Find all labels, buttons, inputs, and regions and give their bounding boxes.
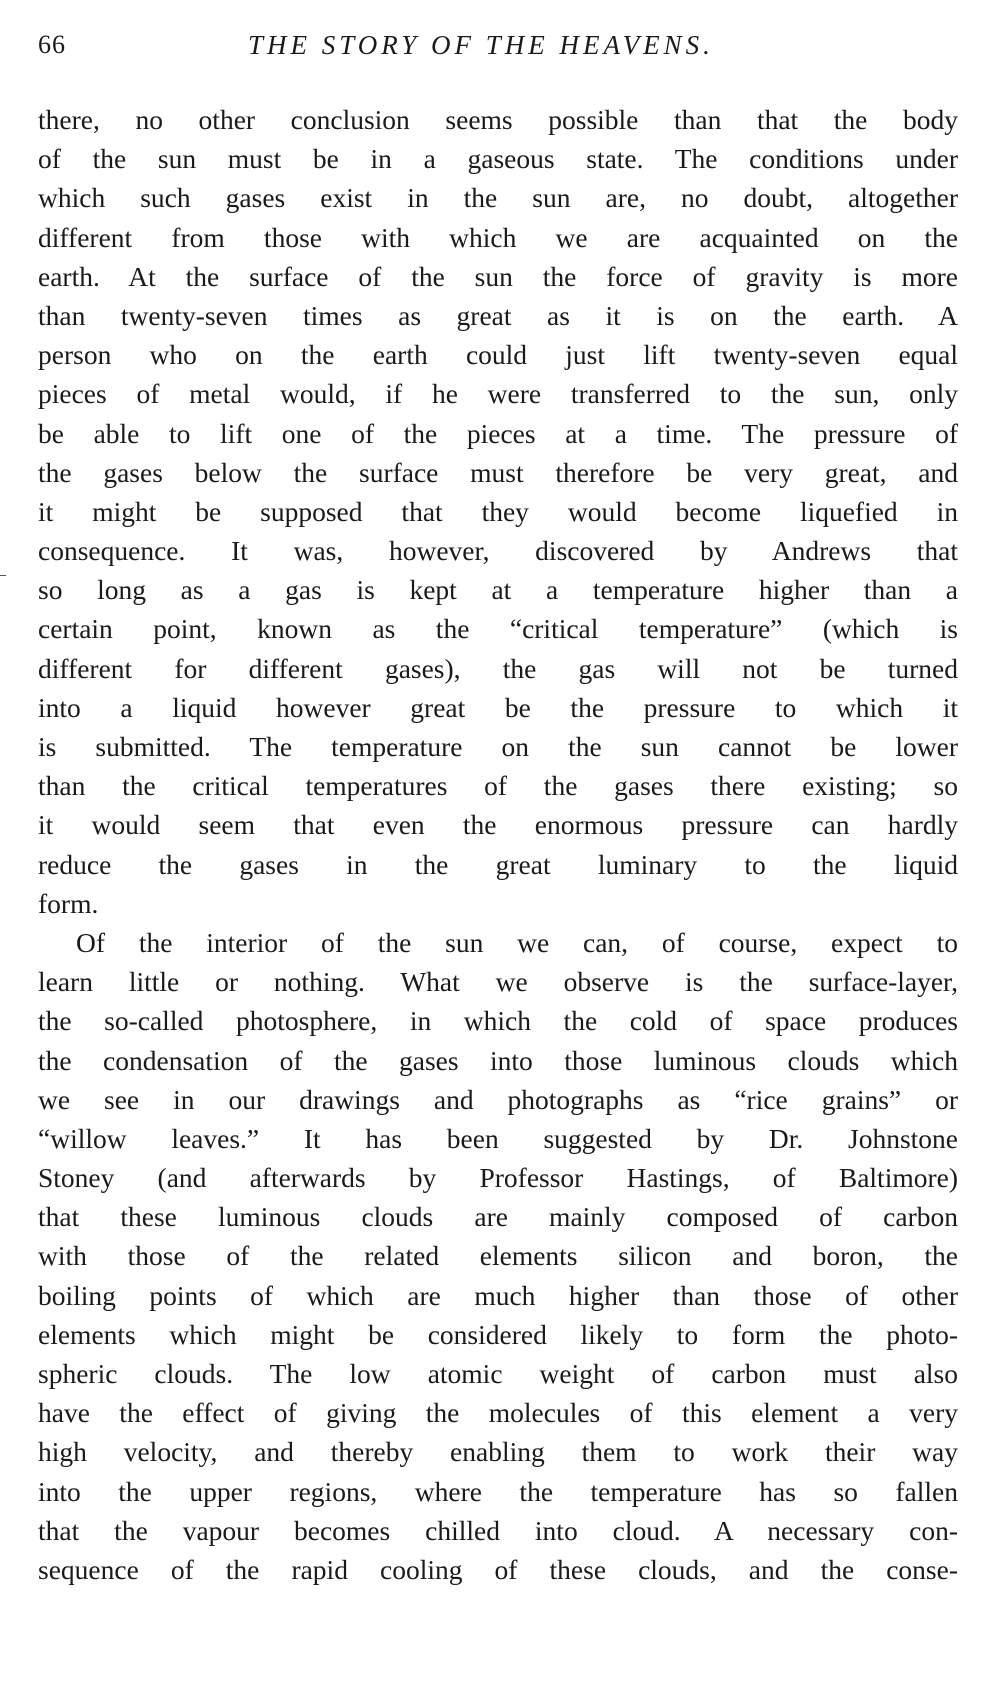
text-line: spheric clouds. The low atomic weight of carbon must also bbox=[38, 1358, 958, 1389]
text-line: sequence of the rapid cooling of these clouds, and the conse- bbox=[38, 1553, 958, 1585]
text-line: form. bbox=[38, 887, 99, 919]
text-line: it would seem that even the enormous pressure can hardly bbox=[38, 809, 958, 841]
paragraph bbox=[38, 100, 958, 923]
text-line: be able to lift one of the pieces at a time. The pressure of bbox=[38, 417, 958, 449]
text-line: high velocity, and thereby enabling them to work their way bbox=[38, 1436, 958, 1468]
text-line: which such gases exist in the sun are, no doubt, altogether bbox=[38, 182, 958, 214]
text-line: learn little or nothing. What we observe is the surface-layer, bbox=[38, 966, 958, 998]
text-line: Of the interior of the sun we can, of course, expect to bbox=[76, 926, 958, 958]
text-line: the gases below the surface must therefore be very great, and bbox=[38, 456, 958, 488]
text-line: we see in our drawings and photographs as “rice grains” or bbox=[38, 1083, 958, 1115]
text-line: reduce the gases in the great luminary to the liquid bbox=[38, 848, 958, 880]
margin-mark bbox=[0, 575, 6, 576]
text-line: is submitted. The temperature on the sun cannot be lower bbox=[38, 731, 958, 762]
text-line: into the upper regions, where the temperature has so fallen bbox=[38, 1475, 958, 1507]
text-line: certain point, known as the “critical temperature” (which is bbox=[38, 613, 958, 645]
text-line: “willow leaves.” It has been suggested by Dr. Johnstone bbox=[38, 1122, 958, 1154]
text-line: that the vapour becomes chilled into cloud. A necessary con- bbox=[38, 1514, 958, 1546]
text-line: the so-called photosphere, in which the cold of space produces bbox=[38, 1005, 958, 1037]
text-line: earth. At the surface of the sun the force of gravity is more bbox=[38, 260, 958, 292]
body-text bbox=[38, 100, 958, 1589]
text-line: boiling points of which are much higher than those of other bbox=[38, 1279, 958, 1311]
text-line: into a liquid however great be the pressure to which it bbox=[38, 691, 958, 723]
text-line: have the effect of giving the molecules of this element a very bbox=[38, 1397, 958, 1429]
text-line: consequence. It was, however, discovered by Andrews that bbox=[38, 535, 958, 567]
running-title: THE STORY OF THE HEAVENS. bbox=[248, 30, 714, 60]
text-line: so long as a gas is kept at a temperature higher than a bbox=[38, 574, 958, 606]
text-line: than the critical temperatures of the gases there existing; so bbox=[38, 770, 958, 802]
text-line: pieces of metal would, if he were transferred to the sun, only bbox=[38, 378, 958, 410]
text-line: the condensation of the gases into those luminous clouds which bbox=[38, 1044, 958, 1076]
text-line: with those of the related elements silicon and boron, the bbox=[38, 1240, 958, 1272]
text-line: there, no other conclusion seems possible than that the body bbox=[38, 104, 958, 135]
text-line: person who on the earth could just lift twenty-seven equal bbox=[38, 339, 958, 371]
text-line: different for different gases), the gas will not be turned bbox=[38, 652, 958, 684]
text-line: of the sun must be in a gaseous state. The conditions under bbox=[38, 143, 958, 175]
running-head bbox=[38, 30, 960, 70]
text-line: that these luminous clouds are mainly composed of carbon bbox=[38, 1201, 958, 1233]
paragraph bbox=[38, 923, 958, 1589]
text-line: elements which might be considered likely to form the photo- bbox=[38, 1318, 958, 1350]
text-line: it might be supposed that they would become liquefied in bbox=[38, 495, 958, 527]
text-line: Stoney (and afterwards by Professor Hastings, of Baltimore) bbox=[38, 1162, 958, 1194]
page-number: 66 bbox=[38, 30, 66, 59]
text-line: different from those with which we are acquainted on the bbox=[38, 221, 958, 253]
text-line: than twenty-seven times as great as it is on the earth. A bbox=[38, 299, 958, 331]
